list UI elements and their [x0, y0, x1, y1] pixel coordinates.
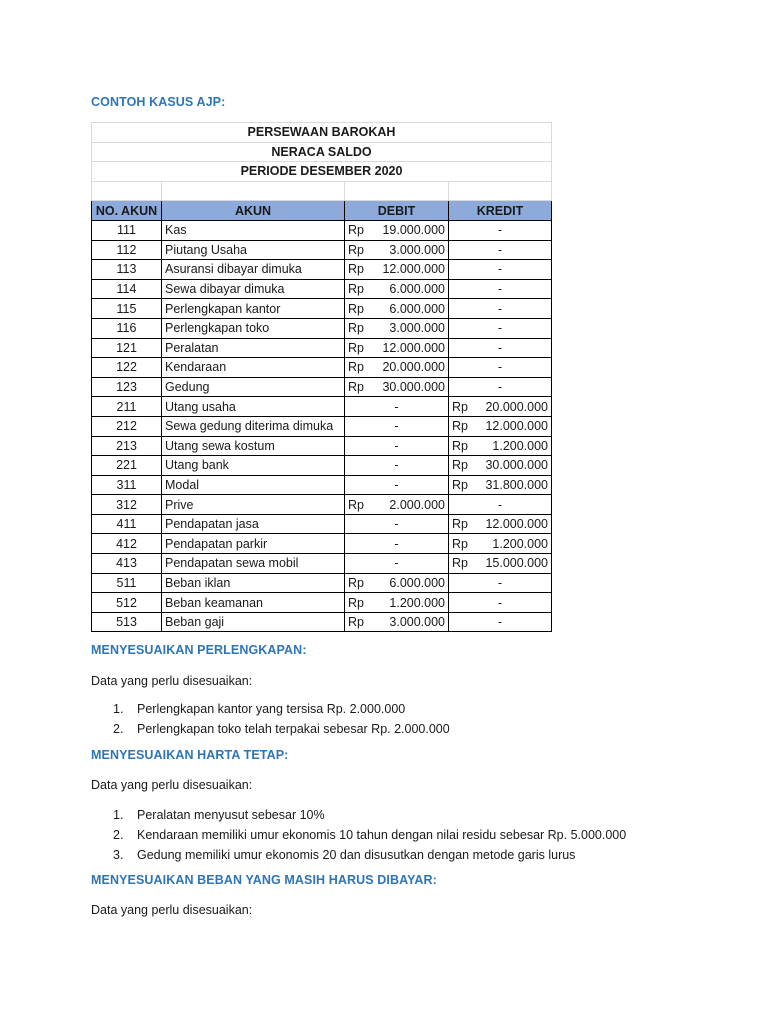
currency-label: Rp	[348, 262, 364, 277]
debit-cell	[345, 612, 449, 632]
currency-label: Rp	[452, 399, 468, 414]
account-name: Utang bank	[162, 456, 345, 476]
table-row	[92, 397, 552, 417]
col-header-kredit: KREDIT	[449, 201, 552, 221]
list-item	[91, 825, 626, 845]
currency-label: Rp	[348, 301, 364, 316]
account-name: Beban iklan	[162, 573, 345, 593]
debit-cell	[345, 318, 449, 338]
kredit-cell: -	[449, 299, 552, 319]
account-number: 111	[92, 220, 162, 240]
kredit-value: 12.000.000	[485, 517, 548, 532]
debit-cell: -	[345, 534, 449, 554]
account-number: 511	[92, 573, 162, 593]
debit-value: 6.000.000	[389, 301, 445, 316]
section-intro: Data yang perlu disesuaikan:	[91, 674, 253, 688]
table-row	[92, 436, 552, 456]
currency-label: Rp	[452, 438, 468, 453]
account-name: Beban gaji	[162, 612, 345, 632]
table-row	[92, 534, 552, 554]
debit-cell	[345, 358, 449, 378]
currency-label: Rp	[452, 477, 468, 492]
kredit-value: 1.200.000	[492, 438, 548, 453]
table-row	[92, 299, 552, 319]
table-title-company: PERSEWAAN BAROKAH	[92, 123, 552, 143]
debit-cell	[345, 260, 449, 280]
kredit-cell: -	[449, 593, 552, 613]
debit-cell	[345, 573, 449, 593]
debit-cell: -	[345, 397, 449, 417]
table-row	[92, 279, 552, 299]
list-item-text: Perlengkapan kantor yang tersisa Rp. 2.000.000	[137, 702, 406, 716]
account-number: 512	[92, 593, 162, 613]
kredit-cell	[449, 397, 552, 417]
table-row	[92, 495, 552, 515]
account-name: Pendapatan sewa mobil	[162, 554, 345, 574]
currency-label: Rp	[348, 595, 364, 610]
col-header-debit: DEBIT	[345, 201, 449, 221]
kredit-value: 31.800.000	[485, 477, 548, 492]
debit-cell: -	[345, 554, 449, 574]
debit-value: 3.000.000	[389, 242, 445, 257]
page-title: CONTOH KASUS AJP:	[91, 95, 226, 109]
section-heading: MENYESUAIKAN BEBAN YANG MASIH HARUS DIBAYAR:	[91, 873, 437, 887]
table-row	[92, 612, 552, 632]
table-row	[92, 358, 552, 378]
kredit-cell: -	[449, 358, 552, 378]
debit-cell: -	[345, 456, 449, 476]
account-number: 122	[92, 358, 162, 378]
list-item	[91, 845, 626, 865]
col-header-akun: AKUN	[162, 201, 345, 221]
account-number: 221	[92, 456, 162, 476]
account-name: Piutang Usaha	[162, 240, 345, 260]
table-row	[92, 377, 552, 397]
neraca-saldo-table	[91, 122, 552, 632]
account-name: Peralatan	[162, 338, 345, 358]
kredit-cell: -	[449, 612, 552, 632]
kredit-cell: -	[449, 495, 552, 515]
debit-value: 20.000.000	[382, 360, 445, 375]
col-header-no-akun: NO. AKUN	[92, 201, 162, 221]
currency-label: Rp	[348, 242, 364, 257]
table-row	[92, 593, 552, 613]
account-number: 115	[92, 299, 162, 319]
currency-label: Rp	[452, 556, 468, 571]
table-title-period: PERIODE DESEMBER 2020	[92, 162, 552, 182]
list-item	[91, 699, 450, 719]
section-intro: Data yang perlu disesuaikan:	[91, 903, 253, 917]
table-row	[92, 240, 552, 260]
table-header-row	[92, 201, 552, 221]
table-title-report: NERACA SALDO	[92, 142, 552, 162]
debit-value: 1.200.000	[389, 595, 445, 610]
debit-cell: -	[345, 514, 449, 534]
currency-label: Rp	[348, 223, 364, 238]
account-number: 123	[92, 377, 162, 397]
debit-value: 12.000.000	[382, 340, 445, 355]
account-number: 114	[92, 279, 162, 299]
account-number: 411	[92, 514, 162, 534]
kredit-cell	[449, 514, 552, 534]
debit-cell	[345, 377, 449, 397]
account-name: Asuransi dibayar dimuka	[162, 260, 345, 280]
debit-cell	[345, 299, 449, 319]
table-row	[92, 416, 552, 436]
section-list	[91, 699, 450, 739]
account-name: Pendapatan parkir	[162, 534, 345, 554]
currency-label: Rp	[348, 380, 364, 395]
kredit-cell: -	[449, 318, 552, 338]
currency-label: Rp	[452, 458, 468, 473]
debit-cell	[345, 495, 449, 515]
account-number: 311	[92, 475, 162, 495]
list-item-text: Gedung memiliki umur ekonomis 20 dan disusutkan dengan metode garis lurus	[137, 848, 576, 862]
section-heading: MENYESUAIKAN HARTA TETAP:	[91, 748, 289, 762]
debit-value: 6.000.000	[389, 575, 445, 590]
account-number: 513	[92, 612, 162, 632]
account-number: 213	[92, 436, 162, 456]
list-item-number: 2.	[113, 722, 124, 736]
currency-label: Rp	[348, 497, 364, 512]
account-name: Modal	[162, 475, 345, 495]
table-row	[92, 260, 552, 280]
account-number: 312	[92, 495, 162, 515]
kredit-cell	[449, 416, 552, 436]
kredit-cell: -	[449, 573, 552, 593]
kredit-cell: -	[449, 377, 552, 397]
account-number: 212	[92, 416, 162, 436]
section-list	[91, 805, 626, 865]
account-name: Pendapatan jasa	[162, 514, 345, 534]
account-name: Perlengkapan toko	[162, 318, 345, 338]
account-name: Sewa dibayar dimuka	[162, 279, 345, 299]
debit-value: 30.000.000	[382, 380, 445, 395]
debit-value: 6.000.000	[389, 282, 445, 297]
section-heading: MENYESUAIKAN PERLENGKAPAN:	[91, 643, 307, 657]
list-item-text: Perlengkapan toko telah terpakai sebesar Rp. 2.000.000	[137, 722, 450, 736]
kredit-cell: -	[449, 240, 552, 260]
currency-label: Rp	[452, 419, 468, 434]
kredit-cell	[449, 554, 552, 574]
account-number: 116	[92, 318, 162, 338]
account-number: 112	[92, 240, 162, 260]
currency-label: Rp	[348, 615, 364, 630]
account-number: 113	[92, 260, 162, 280]
account-number: 412	[92, 534, 162, 554]
list-item	[91, 719, 450, 739]
list-item-number: 2.	[113, 828, 124, 842]
table-row	[92, 318, 552, 338]
account-number: 211	[92, 397, 162, 417]
section-intro: Data yang perlu disesuaikan:	[91, 778, 253, 792]
debit-cell	[345, 338, 449, 358]
kredit-value: 15.000.000	[485, 556, 548, 571]
debit-cell	[345, 593, 449, 613]
kredit-value: 12.000.000	[485, 419, 548, 434]
kredit-cell: -	[449, 220, 552, 240]
list-item-number: 3.	[113, 848, 124, 862]
list-item-number: 1.	[113, 702, 124, 716]
table-row	[92, 220, 552, 240]
kredit-cell	[449, 436, 552, 456]
kredit-value: 20.000.000	[485, 399, 548, 414]
currency-label: Rp	[348, 340, 364, 355]
kredit-cell: -	[449, 260, 552, 280]
account-number: 121	[92, 338, 162, 358]
account-name: Kas	[162, 220, 345, 240]
debit-value: 19.000.000	[382, 223, 445, 238]
table-row	[92, 475, 552, 495]
account-name: Sewa gedung diterima dimuka	[162, 416, 345, 436]
account-name: Beban keamanan	[162, 593, 345, 613]
debit-value: 2.000.000	[389, 497, 445, 512]
table-row	[92, 514, 552, 534]
currency-label: Rp	[452, 517, 468, 532]
account-number: 413	[92, 554, 162, 574]
debit-cell	[345, 220, 449, 240]
debit-cell	[345, 279, 449, 299]
debit-value: 3.000.000	[389, 321, 445, 336]
list-item-text: Peralatan menyusut sebesar 10%	[137, 808, 325, 822]
kredit-cell	[449, 534, 552, 554]
currency-label: Rp	[348, 282, 364, 297]
account-name: Kendaraan	[162, 358, 345, 378]
kredit-cell: -	[449, 338, 552, 358]
debit-cell: -	[345, 416, 449, 436]
kredit-value: 1.200.000	[492, 536, 548, 551]
debit-cell	[345, 240, 449, 260]
account-name: Prive	[162, 495, 345, 515]
account-name: Gedung	[162, 377, 345, 397]
kredit-value: 30.000.000	[485, 458, 548, 473]
debit-value: 3.000.000	[389, 615, 445, 630]
kredit-cell	[449, 475, 552, 495]
account-name: Utang sewa kostum	[162, 436, 345, 456]
kredit-cell	[449, 456, 552, 476]
table-row	[92, 338, 552, 358]
list-item	[91, 805, 626, 825]
list-item-text: Kendaraan memiliki umur ekonomis 10 tahun dengan nilai residu sebesar Rp. 5.000.000	[137, 828, 627, 842]
table-row	[92, 554, 552, 574]
account-name: Perlengkapan kantor	[162, 299, 345, 319]
currency-label: Rp	[348, 360, 364, 375]
currency-label: Rp	[452, 536, 468, 551]
table-row	[92, 456, 552, 476]
debit-cell: -	[345, 475, 449, 495]
debit-cell: -	[345, 436, 449, 456]
kredit-cell: -	[449, 279, 552, 299]
account-name: Utang usaha	[162, 397, 345, 417]
currency-label: Rp	[348, 321, 364, 336]
currency-label: Rp	[348, 575, 364, 590]
list-item-number: 1.	[113, 808, 124, 822]
debit-value: 12.000.000	[382, 262, 445, 277]
table-row	[92, 573, 552, 593]
